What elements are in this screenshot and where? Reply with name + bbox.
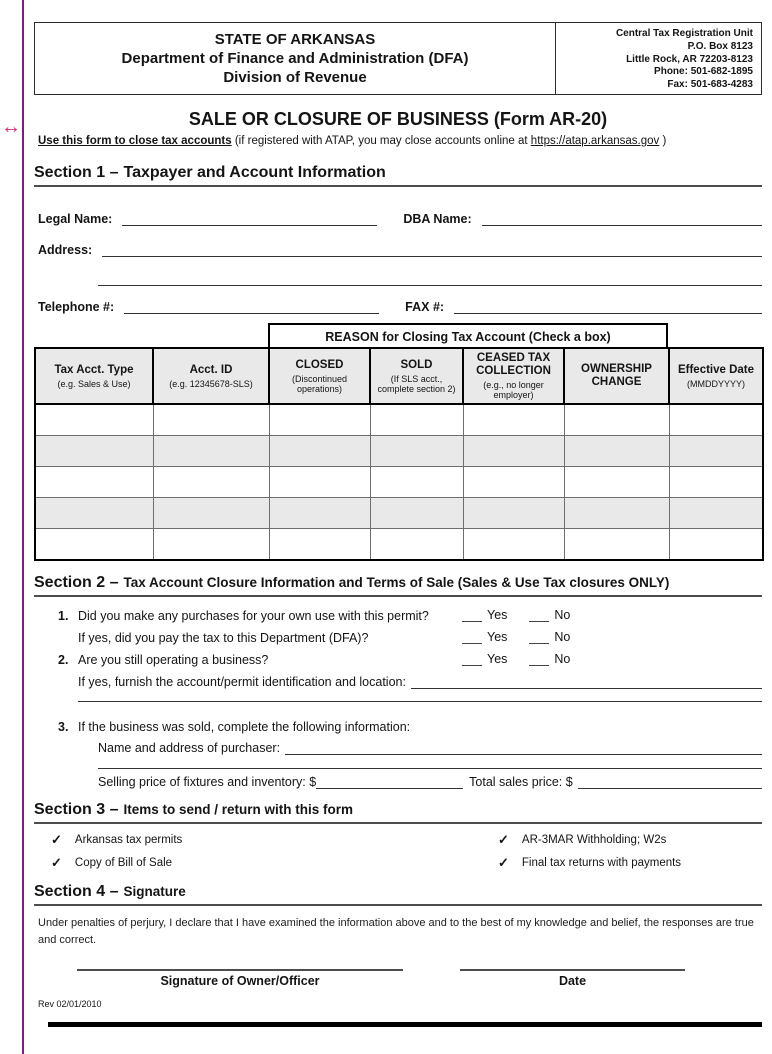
legal-name-label: Legal Name: [38, 212, 113, 226]
col-title: Acct. ID [189, 363, 233, 376]
col-effective-date [669, 348, 763, 404]
atap-link[interactable]: https://atap.arkansas.gov [530, 135, 660, 147]
signature-label: Signature of Owner/Officer [160, 974, 320, 988]
purchaser-label: Name and address of purchaser: [98, 741, 281, 755]
table-cell[interactable] [463, 498, 564, 529]
name-fields-row [34, 211, 762, 226]
table-cell[interactable] [370, 467, 463, 498]
instruction-text: (if registered with ATAP, you may close accounts online at [231, 135, 531, 147]
col-subtitle: (Discontinued operations) [291, 373, 348, 394]
letterhead-box [34, 22, 762, 95]
col-subtitle: (MMDDYYYY) [687, 378, 745, 389]
margin-guide-line [22, 0, 24, 1054]
table-cell[interactable] [269, 436, 370, 467]
question-1b-text: If yes, did you pay the tax to this Department (DFA)? [78, 631, 369, 645]
fax-label: FAX #: [405, 300, 445, 314]
tax-account-table [34, 347, 764, 561]
signature-block [34, 959, 762, 999]
table-row [35, 529, 763, 561]
col-title: Tax Acct. Type [54, 363, 134, 376]
table-cell[interactable] [153, 436, 269, 467]
no-label: No [554, 630, 571, 644]
date-label: Date [558, 974, 587, 988]
table-cell[interactable] [463, 467, 564, 498]
item-label: Copy of Bill of Sale [74, 857, 173, 869]
table-cell[interactable] [564, 529, 669, 561]
agency-title-block [35, 23, 555, 94]
question-1b-yes-no [462, 630, 570, 644]
address-field[interactable] [102, 242, 762, 257]
table-cell[interactable] [153, 498, 269, 529]
contact-info-block [555, 23, 761, 94]
table-cell[interactable] [564, 498, 669, 529]
question-3-number: 3. [58, 720, 69, 734]
col-subtitle: (e.g., no longer employer) [483, 380, 544, 400]
col-subtitle: (If SLS acct., complete section 2) [377, 373, 456, 394]
question-1-text: Did you make any purchases for your own use with this permit? [78, 609, 429, 623]
question-2 [58, 651, 762, 667]
table-cell[interactable] [269, 404, 370, 436]
question-2b [58, 673, 762, 689]
purchaser-field-line2[interactable] [98, 768, 762, 769]
question-1b [58, 629, 762, 645]
item-label: AR-3MAR Withholding; W2s [521, 834, 667, 846]
table-cell[interactable] [370, 498, 463, 529]
yes-label: Yes [487, 608, 508, 622]
col-title: SOLD [400, 358, 433, 371]
table-cell[interactable] [269, 498, 370, 529]
section3-number: Section 3 – [34, 801, 119, 818]
location-field-line2[interactable] [78, 701, 762, 702]
checklist-right-column [498, 832, 681, 871]
list-item [51, 832, 498, 848]
check-icon: ✓ [498, 832, 509, 847]
table-cell[interactable] [370, 529, 463, 561]
item-label: Arkansas tax permits [74, 834, 183, 846]
contact-city: Little Rock, AR 72203-8123 [626, 53, 753, 65]
col-ceased-tax-collection [463, 348, 564, 404]
form-title: SALE OR CLOSURE OF BUSINESS (Form AR-20) [188, 109, 608, 129]
form-content [34, 0, 762, 1027]
total-sales-price-field[interactable] [578, 775, 762, 789]
col-ownership-change [564, 348, 669, 404]
table-cell[interactable] [463, 529, 564, 561]
question-2-text: Are you still operating a business? [78, 653, 269, 667]
revision-date: Rev 02/01/2010 [38, 999, 102, 1009]
address-row-2 [34, 271, 762, 286]
table-row [35, 498, 763, 529]
col-tax-acct-type [35, 348, 153, 404]
table-row [35, 436, 763, 467]
question-1-number: 1. [58, 609, 69, 623]
question-1-yes-no [462, 608, 570, 622]
table-cell[interactable] [153, 529, 269, 561]
table-header-row [35, 348, 763, 404]
col-subtitle: (e.g. Sales & Use) [57, 378, 131, 389]
table-cell[interactable] [564, 436, 669, 467]
col-closed [269, 348, 370, 404]
perjury-statement: Under penalties of perjury, I declare that I have examined the information above and to the best of my knowledge and belief, the responses are true and correct. [38, 917, 754, 946]
question-3-text: If the business was sold, complete the following information: [78, 720, 411, 734]
instruction-emphasis: Use this form to close tax accounts [38, 135, 232, 147]
col-sold [370, 348, 463, 404]
table-row [35, 404, 763, 436]
table-cell[interactable] [669, 436, 763, 467]
agency-line-3: Division of Revenue [223, 69, 367, 86]
table-cell[interactable] [35, 467, 153, 498]
table-cell[interactable] [669, 467, 763, 498]
reason-banner: REASON for Closing Tax Account (Check a box) [268, 323, 668, 347]
instruction-tail: ) [659, 135, 667, 147]
section3-title: Items to send / return with this form [123, 802, 354, 817]
table-cell[interactable] [269, 467, 370, 498]
check-icon: ✓ [51, 855, 62, 870]
no-label: No [554, 608, 571, 622]
table-cell[interactable] [35, 498, 153, 529]
location-field[interactable] [411, 675, 762, 689]
telephone-field[interactable] [124, 299, 379, 314]
table-cell[interactable] [669, 529, 763, 561]
table-cell[interactable] [669, 404, 763, 436]
selling-price-field[interactable] [316, 775, 463, 789]
address-field-line2[interactable] [98, 271, 762, 286]
reason-spacer [34, 323, 268, 347]
telephone-label: Telephone #: [38, 300, 115, 314]
question-3 [58, 718, 762, 734]
section2-number: Section 2 – [34, 574, 119, 591]
no-blank[interactable] [529, 653, 549, 666]
purchaser-row [58, 739, 762, 755]
table-cell[interactable] [35, 436, 153, 467]
section4-number: Section 4 – [34, 883, 119, 900]
section1-title: Taxpayer and Account Information [123, 164, 386, 181]
table-cell[interactable] [370, 404, 463, 436]
list-item [51, 855, 498, 871]
list-item [498, 832, 681, 848]
table-cell[interactable] [153, 467, 269, 498]
table-cell[interactable] [153, 404, 269, 436]
section2-questions [58, 607, 762, 789]
dba-name-label: DBA Name: [403, 212, 472, 226]
price-row [58, 773, 762, 789]
col-title: CLOSED [295, 358, 344, 371]
col-acct-id [153, 348, 269, 404]
purchaser-field[interactable] [285, 741, 762, 755]
check-icon: ✓ [51, 832, 62, 847]
section1-number: Section 1 – [34, 164, 119, 181]
table-cell[interactable] [463, 404, 564, 436]
question-2b-text: If yes, furnish the account/permit identification and location: [78, 675, 406, 689]
yes-blank[interactable] [462, 631, 482, 644]
section4-heading [34, 883, 762, 906]
yes-label: Yes [487, 652, 508, 666]
check-icon: ✓ [498, 855, 509, 870]
selling-price-label: Selling price of fixtures and inventory: $ [98, 775, 317, 789]
item-label: Final tax returns with payments [521, 857, 682, 869]
col-title: CEASED TAX COLLECTION [476, 352, 551, 377]
col-subtitle: (e.g. 12345678-SLS) [169, 378, 253, 389]
contact-fax: Fax: 501-683-4283 [667, 79, 753, 91]
phone-fields-row [34, 299, 762, 314]
date-field[interactable] [460, 969, 685, 971]
table-row [35, 467, 763, 498]
list-item [498, 855, 681, 871]
horizontal-resize-arrow-icon: ↔ [1, 116, 21, 138]
table-cell[interactable] [564, 467, 669, 498]
table-cell[interactable] [463, 436, 564, 467]
no-label: No [554, 652, 571, 666]
section2-title: Tax Account Closure Information and Terms of Sale (Sales & Use Tax closures ONLY) [123, 575, 670, 590]
contact-po-box: P.O. Box 8123 [687, 40, 753, 52]
col-title: Effective Date [677, 363, 755, 376]
address-row [34, 242, 762, 257]
table-cell[interactable] [564, 404, 669, 436]
fax-field[interactable] [454, 299, 762, 314]
legal-name-field[interactable] [122, 211, 377, 226]
col-title: OWNERSHIP CHANGE [581, 363, 652, 388]
signature-field[interactable] [77, 969, 403, 971]
yes-label: Yes [487, 630, 508, 644]
agency-line-1: STATE OF ARKANSAS [214, 31, 376, 48]
checklist-left-column [51, 832, 498, 871]
question-2-number: 2. [58, 653, 69, 667]
yes-blank[interactable] [462, 653, 482, 666]
form-instructions [34, 135, 762, 147]
table-cell[interactable] [669, 498, 763, 529]
table-cell[interactable] [269, 529, 370, 561]
section4-title: Signature [123, 884, 186, 899]
section1-heading [34, 164, 762, 187]
total-sales-price-label: Total sales price: $ [469, 775, 573, 789]
page-bottom-rule [48, 1022, 762, 1027]
items-checklist [34, 832, 762, 871]
contact-unit: Central Tax Registration Unit [615, 28, 753, 39]
dba-name-field[interactable] [482, 211, 762, 226]
no-blank[interactable] [529, 631, 549, 644]
contact-phone: Phone: 501-682-1895 [654, 66, 753, 78]
question-2-yes-no [462, 652, 570, 666]
agency-line-2: Department of Finance and Administration (DFA) [121, 50, 469, 67]
address-label: Address: [38, 243, 93, 257]
yes-blank[interactable] [462, 609, 482, 622]
reason-banner-row [34, 323, 762, 347]
section3-heading [34, 801, 762, 824]
table-cell[interactable] [35, 404, 153, 436]
no-blank[interactable] [529, 609, 549, 622]
table-cell[interactable] [35, 529, 153, 561]
section2-heading [34, 574, 762, 597]
question-1 [58, 607, 762, 623]
table-cell[interactable] [370, 436, 463, 467]
